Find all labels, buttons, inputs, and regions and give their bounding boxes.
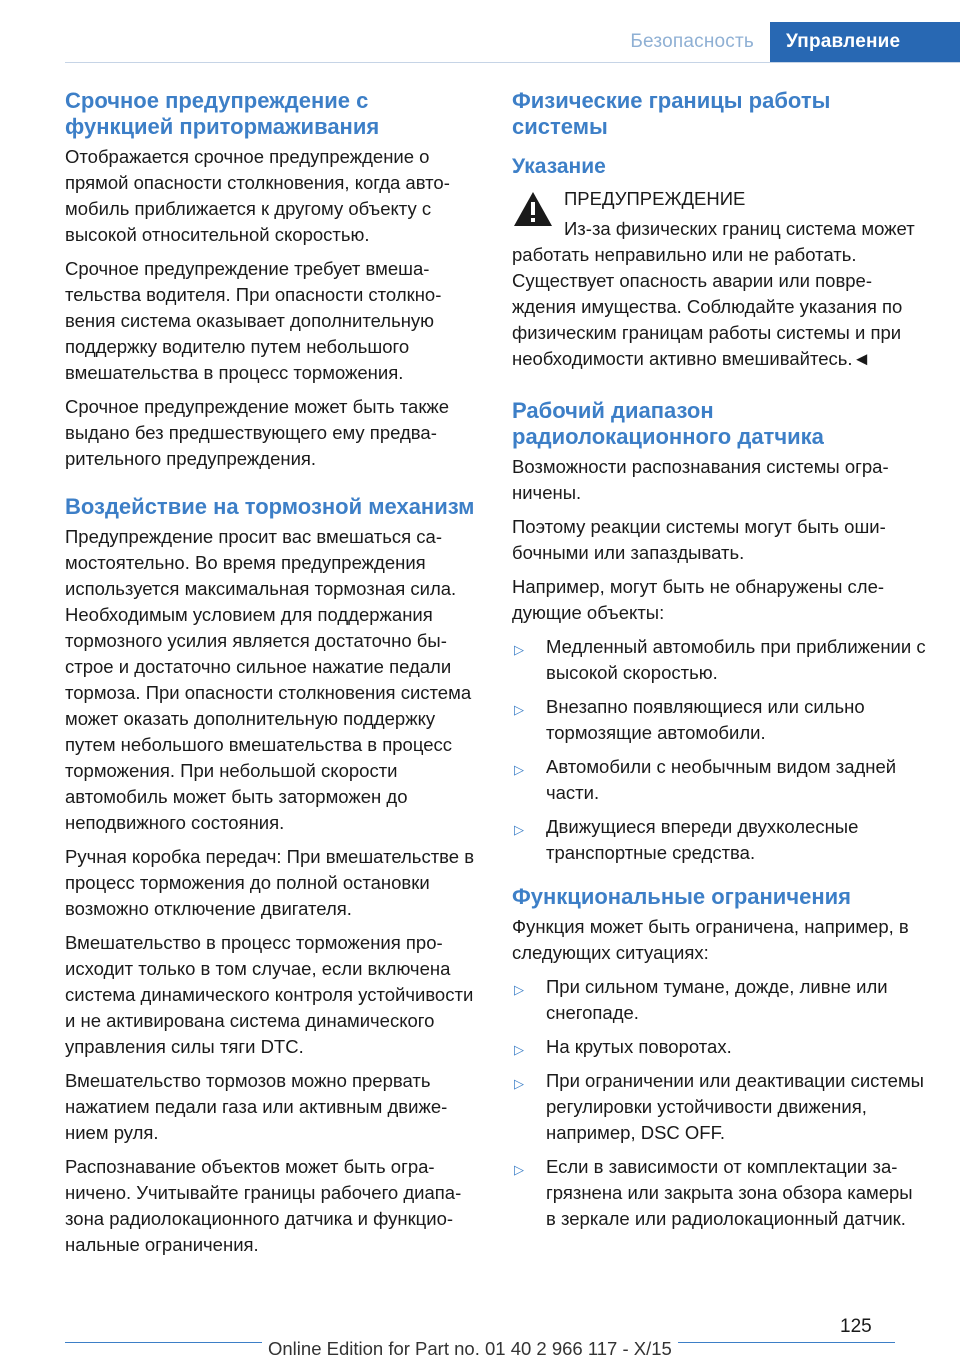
- list-item-text: Внезапно появляющиеся или сильно тормозящие автомобили.: [546, 696, 865, 743]
- warning-label: ПРЕДУПРЕЖДЕНИЕ: [564, 188, 746, 209]
- list-item: [512, 1068, 927, 1146]
- triangle-right-icon: ▷: [514, 1076, 524, 1091]
- list-item: [512, 754, 927, 806]
- paragraph: Ручная коробка передач: При вмешательстве в процесс торможения до полной остановки возможно отключение двигателя.: [65, 846, 475, 919]
- paragraph: Распознавание объектов может быть ограничено. Учитывайте границы рабочего диапазона радиолокационного датчика и функциональные ограничения.: [65, 1156, 462, 1255]
- list-item-text: При сильном тумане, дожде, ливне или снегопаде.: [546, 976, 888, 1023]
- list-item: [512, 974, 927, 1026]
- note-heading: Указание: [512, 155, 606, 178]
- paragraph: Отображается срочное предупреждение о прямой опасности столкновения, когда автомобиль приближается к другому объекту с высокой относительной скоростью.: [65, 146, 450, 245]
- list-item-text: Автомобили с необычным видом задней части.: [546, 756, 897, 803]
- paragraph: Вмешательство тормозов можно прервать нажатием педали газа или активным движением руля.: [65, 1070, 448, 1143]
- header-divider: [65, 62, 960, 63]
- triangle-right-icon: ▷: [514, 762, 524, 777]
- list-item: [512, 634, 927, 686]
- triangle-right-icon: ▷: [514, 1162, 524, 1177]
- header-tabs: [614, 22, 960, 62]
- list-item: [512, 1034, 927, 1060]
- triangle-right-icon: ▷: [514, 1042, 524, 1057]
- left-column: [65, 88, 480, 1266]
- list-item-text: Движущиеся впереди двухколесные транспортные средства.: [546, 816, 859, 863]
- warning-box: [512, 186, 927, 372]
- list-item-text: Медленный автомобиль при приближении с высокой скоростью.: [546, 636, 926, 683]
- tab-controls[interactable]: Управление: [770, 22, 960, 62]
- list-item-text: Если в зависимости от комплектации загрязнена или закрыта зона обзора камеры в зеркале или радиолокационный датчик.: [546, 1156, 913, 1229]
- paragraph: Предупреждение просит вас вмешаться самостоятельно. Во время предупреждения используется максимальная тормозная сила. Необходимым условием для поддержания тормозного усилия является достаточно быстрое и достаточно сильное нажатие педали тормоза. При опасности столкновения система может оказать дополнительную поддержку путем небольшого вмешательства в процесс торможения. При небольшой скорости автомобиль может быть заторможен до неподвижного состояния.: [65, 526, 472, 833]
- paragraph: Срочное предупреждение требует вмешательства водителя. При опасности столкновения система оказывает дополнительную поддержку водителю путем небольшого вмешательства в процесс торможения.: [65, 258, 442, 383]
- triangle-right-icon: ▷: [514, 822, 524, 837]
- list-item: [512, 1154, 927, 1232]
- section-title-brake-action: Воздействие на тормозной механизм: [65, 494, 475, 519]
- paragraph: Вмешательство в процесс торможения происходит только в том случае, если включена система динамического контроля устойчивости и не активирована система динамического управления силы тяги DTC.: [65, 932, 474, 1057]
- section-title-urgent-warning: Срочное предупреждение с функцией притормаживания: [65, 88, 380, 139]
- list-item: [512, 694, 927, 746]
- warning-triangle-icon: [512, 190, 554, 228]
- triangle-right-icon: ▷: [514, 702, 524, 717]
- paragraph: Например, могут быть не обнаружены следующие объекты:: [512, 576, 885, 623]
- paragraph: Возможности распознавания системы ограничены.: [512, 456, 889, 503]
- footer-edition: Online Edition for Part no. 01 40 2 966 117 - X/15: [262, 1338, 678, 1360]
- section-title-radar-range: Рабочий диапазон радиолокационного датчика: [512, 398, 824, 449]
- list-item: [512, 814, 927, 866]
- list-item-text: При ограничении или деактивации системы регулировки устойчивости движения, например, DSC OFF.: [546, 1070, 924, 1143]
- warning-text: Из-за физических границ система может работать неправильно или не работать. Существует опасность аварии или повреждения имущества. Соблюдайте указания по физическим границам работы системы и при необходимости активно вмешивайтесь.◄: [512, 218, 915, 369]
- paragraph: Функция может быть ограничена, например, в следующих ситуациях:: [512, 916, 909, 963]
- list-item-text: На крутых поворотах.: [546, 1036, 732, 1057]
- section-title-functional-limits: Функциональные ограничения: [512, 884, 851, 909]
- section-title-physical-limits: Физические границы работы системы: [512, 88, 831, 139]
- tab-safety[interactable]: Безопасность: [630, 31, 754, 52]
- paragraph: Срочное предупреждение может быть также выдано без предшествующего ему предварительного предупреждения.: [65, 396, 450, 469]
- functional-limits-list: [512, 974, 927, 1232]
- page-number: 125: [840, 1316, 872, 1337]
- paragraph: Поэтому реакции системы могут быть ошибочными или запаздывать.: [512, 516, 886, 563]
- right-column: [512, 88, 927, 1240]
- radar-limits-list: [512, 634, 927, 866]
- triangle-right-icon: ▷: [514, 642, 524, 657]
- triangle-right-icon: ▷: [514, 982, 524, 997]
